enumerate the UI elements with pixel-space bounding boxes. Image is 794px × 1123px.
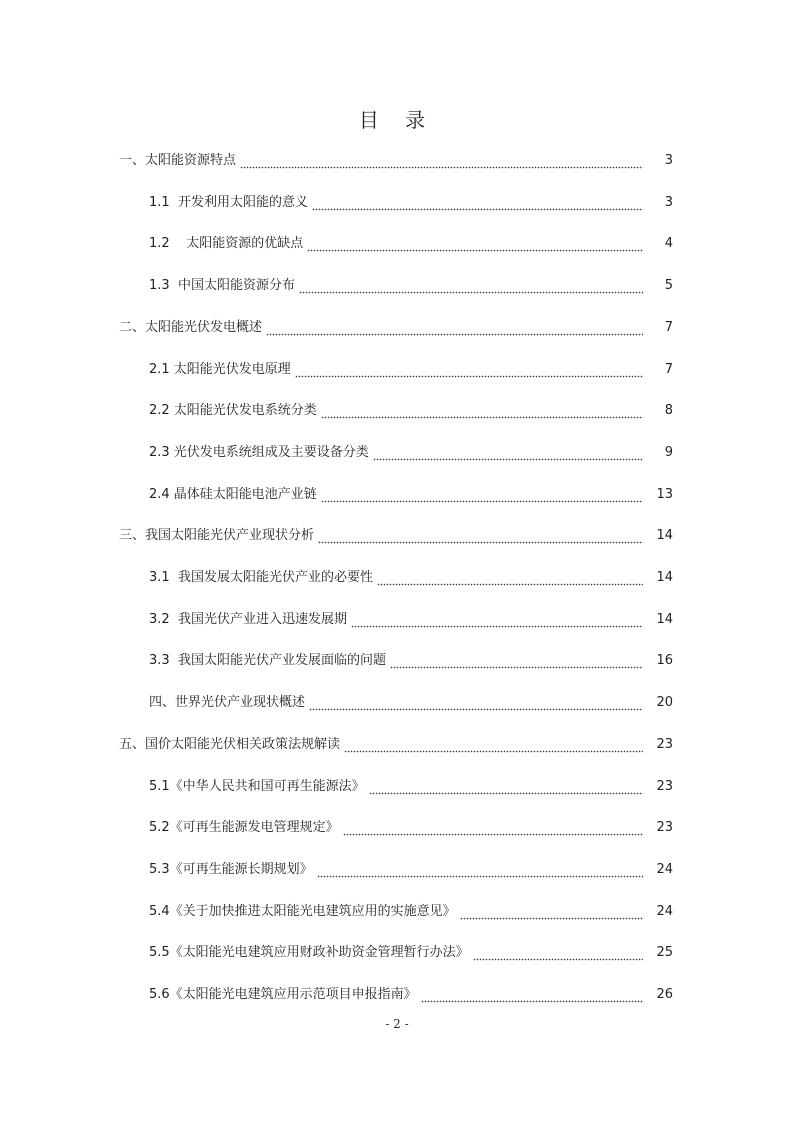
toc-dot-leader (317, 860, 643, 880)
toc-entry-page: 20 (656, 695, 673, 710)
toc-entry-page: 25 (656, 945, 673, 960)
toc-entry[interactable] (149, 985, 673, 1005)
toc-entry-label: 2.3 光伏发电系统组成及主要设备分类 (149, 445, 369, 460)
toc-entry[interactable] (149, 568, 673, 588)
toc-entry[interactable] (119, 526, 673, 546)
toc-dot-leader (390, 651, 643, 671)
toc-dot-leader (344, 735, 643, 755)
toc-entry-page: 14 (656, 570, 673, 585)
toc-entry[interactable] (149, 943, 673, 963)
toc-dot-leader (421, 985, 643, 1005)
toc-entry-page: 4 (664, 236, 673, 251)
toc-entry[interactable] (149, 777, 673, 797)
toc-entry-page: 13 (656, 487, 673, 502)
toc-dot-leader (266, 318, 643, 338)
toc-dot-leader (377, 568, 643, 588)
toc-entry-page: 8 (664, 403, 673, 418)
toc-entry-page: 7 (664, 320, 673, 335)
toc-entry[interactable] (149, 401, 673, 421)
toc-entry-label: 1.2 太阳能资源的优缺点 (149, 236, 304, 251)
toc-dot-leader (295, 360, 643, 380)
toc-entry-page: 23 (656, 779, 673, 794)
toc-entry-label: 3.2 我国光伏产业进入迅速发展期 (149, 612, 347, 627)
toc-entry[interactable] (119, 735, 673, 755)
toc-entry-label: 5.1《中华人民共和国可再生能源法》 (149, 779, 365, 794)
toc-entry-page: 7 (664, 362, 673, 377)
toc-entry[interactable] (149, 902, 673, 922)
toc-entry-label: 5.2《可再生能源发电管理规定》 (149, 820, 339, 835)
toc-dot-leader (321, 401, 643, 421)
toc-entry-page: 23 (656, 820, 673, 835)
toc-entry-label: 5.5《太阳能光电建筑应用财政补助资金管理暂行办法》 (149, 945, 469, 960)
toc-entry-label: 四、世界光伏产业现状概述 (149, 695, 306, 710)
toc-entry-page: 24 (656, 904, 673, 919)
toc-entry-page: 16 (656, 653, 673, 668)
toc-entry[interactable] (149, 276, 673, 296)
toc-dot-leader (473, 943, 643, 963)
toc-entry-label: 2.2 太阳能光伏发电系统分类 (149, 403, 317, 418)
toc-entry-label: 3.1 我国发展太阳能光伏产业的必要性 (149, 570, 373, 585)
toc-entry[interactable] (149, 818, 673, 838)
toc-dot-leader (321, 485, 643, 505)
toc-entry[interactable] (149, 485, 673, 505)
toc-entry-label: 5.6《太阳能光电建筑应用示范项目申报指南》 (149, 987, 417, 1002)
toc-entry-label: 三、我国太阳能光伏产业现状分析 (119, 528, 315, 543)
page-number-footer: - 2 - (385, 1017, 409, 1031)
toc-entry-page: 3 (664, 195, 673, 210)
toc-dot-leader (240, 151, 643, 171)
toc-entry-label: 3.3 我国太阳能光伏产业发展面临的问题 (149, 653, 386, 668)
toc-entry-page: 3 (664, 153, 673, 168)
toc-entry-label: 2.4 晶体硅太阳能电池产业链 (149, 487, 317, 502)
toc-entry-label: 五、国价太阳能光伏相关政策法规解读 (119, 737, 341, 752)
toc-dot-leader (299, 276, 643, 296)
toc-entry[interactable] (119, 318, 673, 338)
toc-entry-label: 2.1 太阳能光伏发电原理 (149, 362, 291, 377)
toc-entry-page: 9 (664, 445, 673, 460)
toc-entry[interactable] (149, 234, 673, 254)
toc-entry[interactable] (149, 360, 673, 380)
toc-entry-page: 24 (656, 862, 673, 877)
toc-title: 目 录 (358, 108, 436, 132)
toc-entry[interactable] (149, 651, 673, 671)
toc-dot-leader (351, 610, 643, 630)
toc-entry-label: 5.4《关于加快推进太阳能光电建筑应用的实施意见》 (149, 904, 456, 919)
toc-dot-leader (307, 234, 643, 254)
toc-entry-page: 5 (664, 278, 673, 293)
toc-entry-page: 14 (656, 612, 673, 627)
toc-entry-label: 二、太阳能光伏发电概述 (119, 320, 263, 335)
toc-entry-label: 5.3《可再生能源长期规划》 (149, 862, 313, 877)
toc-entry-page: 14 (656, 528, 673, 543)
toc-dot-leader (373, 443, 643, 463)
toc-dot-leader (343, 818, 643, 838)
toc-dot-leader (312, 193, 643, 213)
toc-dot-leader (460, 902, 643, 922)
toc-entry[interactable] (149, 610, 673, 630)
toc-dot-leader (369, 777, 643, 797)
toc-dot-leader (309, 693, 643, 713)
toc-entry[interactable] (119, 151, 673, 171)
toc-entry-label: 一、太阳能资源特点 (119, 153, 237, 168)
toc-dot-leader (318, 526, 643, 546)
toc-entry-label: 1.3 中国太阳能资源分布 (149, 278, 295, 293)
toc-entry-label: 1.1 开发利用太阳能的意义 (149, 195, 308, 210)
toc-entry[interactable] (149, 193, 673, 213)
toc-entry[interactable] (149, 693, 673, 713)
toc-entry-page: 23 (656, 737, 673, 752)
toc-entry[interactable] (149, 443, 673, 463)
toc-entry[interactable] (149, 860, 673, 880)
toc-entry-page: 26 (656, 987, 673, 1002)
